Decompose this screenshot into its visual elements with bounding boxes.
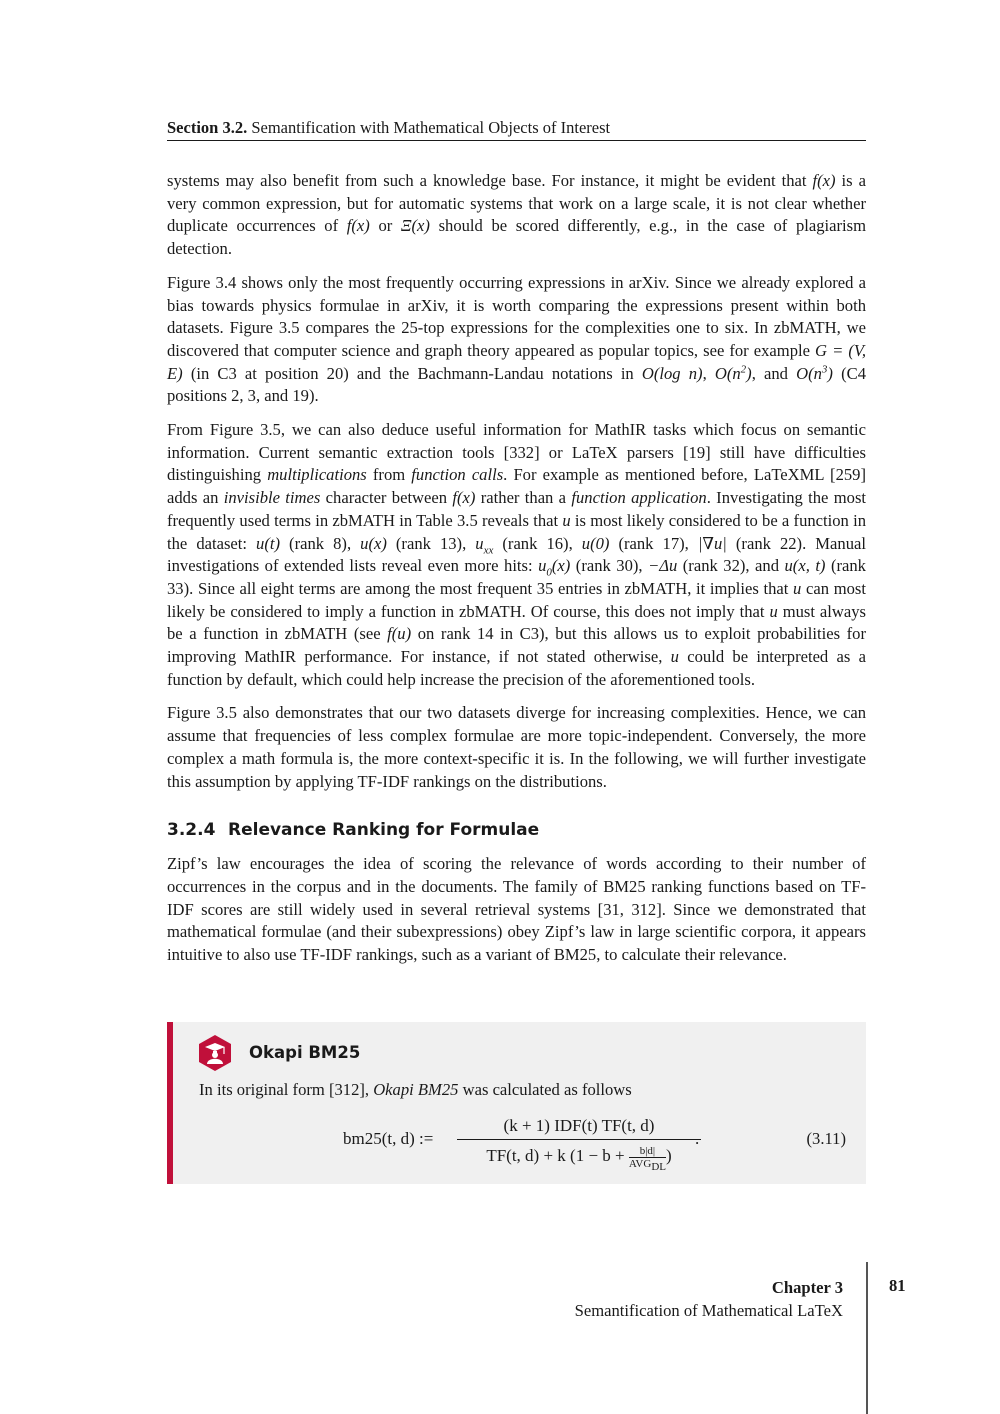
footer-divider [866,1262,868,1414]
equation-denominator: TF(t, d) + k (1 − b + $\frac{b|d|}{AVG_{DL}}$) [486,1144,672,1173]
math-inline: Ξ(x) [400,216,430,236]
equation-lhs: bm25(t, d) := [343,1129,434,1148]
math-inline: G = (V, E) [167,340,866,383]
page-number: 81 [889,1276,906,1295]
math-inline: f(x) [812,171,836,190]
paragraph-1: systems may also benefit from such a knowledge base. For instance, it might be evident that f(x) is a very common expression, but for automatic systems that work on a large scale, it is not clear whether duplicate occurrences of f(x) or Ξ(x) should be scored differently, e.g., in the case of plagiarism detection. [167,171,867,259]
section-title: Relevance Ranking for Formulae [228,820,540,841]
running-header [167,117,866,141]
equation-fraction [457,1114,701,1171]
paragraph-4: Figure 3.5 also demonstrates that our two datasets diverge for increasing complexities. Hence, we can assume that frequencies of less complex formulae are more topic-independent. Conversely, the more complex a math formula is, the more context-specific it is. In the following, we will further investigate this assumption by applying TF-IDF rankings on the distributions. [167,703,866,791]
math-inline: $O(n^2)$ [714,363,752,383]
footer-chapter [575,1276,843,1322]
graduation-cap-icon [197,1034,233,1072]
latex-logo: LaTeX [571,442,618,462]
math-inline: $O(n^3)$ [796,363,833,383]
footer-chapter-label: Chapter 3 [771,1278,843,1297]
equation-numerator: (k + 1) IDF(t) TF(t, d) [503,1116,655,1135]
math-inline: O(log n) [641,363,703,383]
box-text: In its original form [312], Okapi BM25 was calculated as follows [199,1080,632,1099]
equation-number: (3.11) [806,1129,846,1148]
paragraph-5: Zipf’s law encourages the idea of scoring the relevance of words according to their number of occurrences in the corpus and in the documents. The family of BM25 ranking functions based on TF-IDF scores are still widely used in several retrieval systems [31, 312]. Since we demonstrated that mathematical formulae (and their subexpressions) obey Zipf’s law in large scientific corpora, it appears intuitive to also use TF-IDF rankings, such as a variant of BM25, to calculate their relevance. [167,854,866,965]
section-number: 3.2.4 [167,820,216,841]
paragraph-2: Figure 3.4 shows only the most frequently occurring expressions in arXiv. Since we already explored a bias towards physics formulae in arXiv, it is worth comparing the expressions present within both datasets. Figure 3.5 compares the 25-top expressions for the complexities one to six. In zbMATH, we discovered that computer science and graph theory appeared as popular topics, see for example G = (V, E) (in C3 at position 20) and the Bachmann-Landau notations in O(log n), $O(n^2)$, and $O(n^3)$ (C4 positions 2, 3, and 19). [167,272,866,406]
header-section-label: Section 3.2. [167,118,248,137]
main-text [167,170,866,978]
paragraph-3: From Figure 3.5, we can also deduce useful information for MathIR tasks which focus on semantic information. Current semantic extraction tools [332] or LaTeX parsers [19] still have difficulties distinguishing multiplications from function calls. For example as mentioned before, LaTeXML [259] adds an invisible times character between f(x) rather than a function application. Investigating the most frequently used terms in zbMATH in Table 3.5 reveals that u is most likely considered to be a function in the dataset: u(t) (rank 8), u(x) (rank 13), $u_{xx}$ (rank 16), u(0) (rank 17), |∇u| (rank 22). Manual investigations of extended lists reveal even more hits: $u_0(x)$ (rank 30), −Δu (rank 32), and u(x, t) (rank 33). Since all eight terms are among the most frequent 35 entries in zbMATH, it implies that u can most likely be considered to imply a function in zbMATH. Of course, this does not imply that u must always be a function in zbMATH (see f(u) on rank 14 in C3), but this allows us to exploit probabilities for improving MathIR performance. For instance, if not stated otherwise, u could be interpreted as a function by default, which could help increase the precision of the aforementioned tools. [167,420,867,689]
bm25-equation: bm25(t, d) := (k + 1) IDF(t) TF(t, d) TF(t, d) + k (1 − b + $\frac{b|d|}{AVG_{DL}}$) . [343,1116,700,1173]
section-heading [167,819,866,841]
footer-chapter-title: Semantification of Mathematical LaTeX [574,1301,843,1320]
box-title: Okapi BM25 [249,1043,361,1062]
latexml-logo: LaTeXML [753,465,824,485]
header-section-title: Semantification with Mathematical Objects of Interest [251,118,611,137]
math-inline: f(x) [346,216,370,236]
definition-box [167,1022,866,1184]
